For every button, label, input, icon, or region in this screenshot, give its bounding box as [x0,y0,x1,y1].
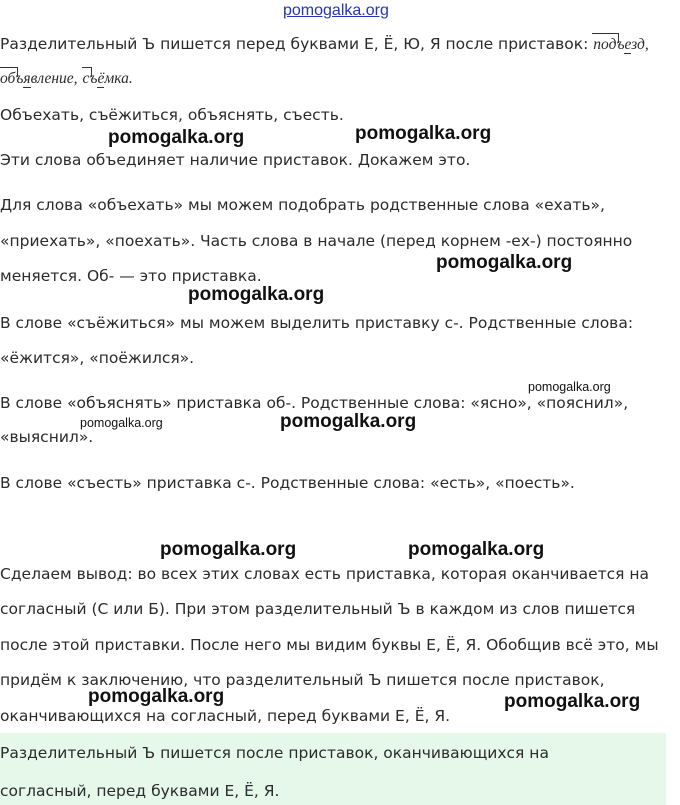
paragraph-line: меняется. Об- — это приставка. [0,267,262,285]
paragraph-line: Сделаем вывод: во всех этих словах есть приставка, которая оканчивается на [0,565,650,583]
watermark: pomogalka.org [504,691,641,712]
rule-examples [0,68,133,89]
paragraph-line: согласный (С или Б). При этом разделительный Ъ в каждом из слов пишется [0,600,636,618]
paragraph-line: В слове «съесть» приставка с-. Родственные слова: «есть», «поесть». [0,474,575,492]
paragraph-line: Для слова «объехать» мы можем подобрать родственные слова «ехать», [0,196,605,214]
paragraph-line: «ёжится», «поёжился». [0,349,195,367]
watermark-link[interactable]: pomogalka.org [283,2,389,19]
watermark: pomogalka.org [88,686,225,707]
paragraph-line: «выяснил». [0,428,94,446]
rule-text [0,34,649,55]
words-list: Объехать, съёжиться, объяснять, съесть. [0,106,344,124]
paragraph-line: «приехать», «поехать». Часть слова в начале (перед корнем -ех-) постоянно [0,232,633,250]
prefix-mark: с [83,69,90,89]
prefix-mark: об [0,69,15,89]
watermark: pomogalka.org [160,539,297,560]
example-syomka: съёмка. [83,70,133,87]
paragraph-line: придём к заключению, что разделительный Ъ пишется после приставок, [0,671,605,689]
watermark: pomogalka.org [108,127,245,148]
watermark: pomogalka.org [355,123,492,144]
prefix-mark: под [593,35,616,55]
paragraph-line: оканчивающихся на согласный, перед буквами Е, Ё, Я. [0,707,451,725]
rule-intro: Разделительный Ъ пишется перед буквами Е, Ё, Ю, Я после приставок: [0,35,589,53]
paragraph-line: после этой приставки. После него мы видим буквы Е, Ё, Я. Обобщив всё это, мы [0,636,659,654]
watermark: pomogalka.org [80,416,163,430]
watermark: pomogalka.org [408,539,545,560]
paragraph-line: В слове «объяснять» приставка об-. Родственные слова: «ясно», «пояснил», [0,394,629,412]
example-podezd: подъезд, [593,36,648,53]
example-obyavlenie: объявление, [0,70,78,87]
final-rule-line: согласный, перед буквами Е, Ё, Я. [0,782,280,800]
watermark: pomogalka.org [188,284,325,305]
watermark: pomogalka.org [528,380,611,394]
unite-sentence: Эти слова объединяет наличие приставок. Докажем это. [0,151,471,169]
final-rule-line: Разделительный Ъ пишется после приставок, оканчивающихся на [0,744,549,762]
watermark: pomogalka.org [280,411,417,432]
paragraph-line: В слове «съёжиться» мы можем выделить приставку с-. Родственные слова: [0,314,634,332]
watermark: pomogalka.org [436,252,573,273]
